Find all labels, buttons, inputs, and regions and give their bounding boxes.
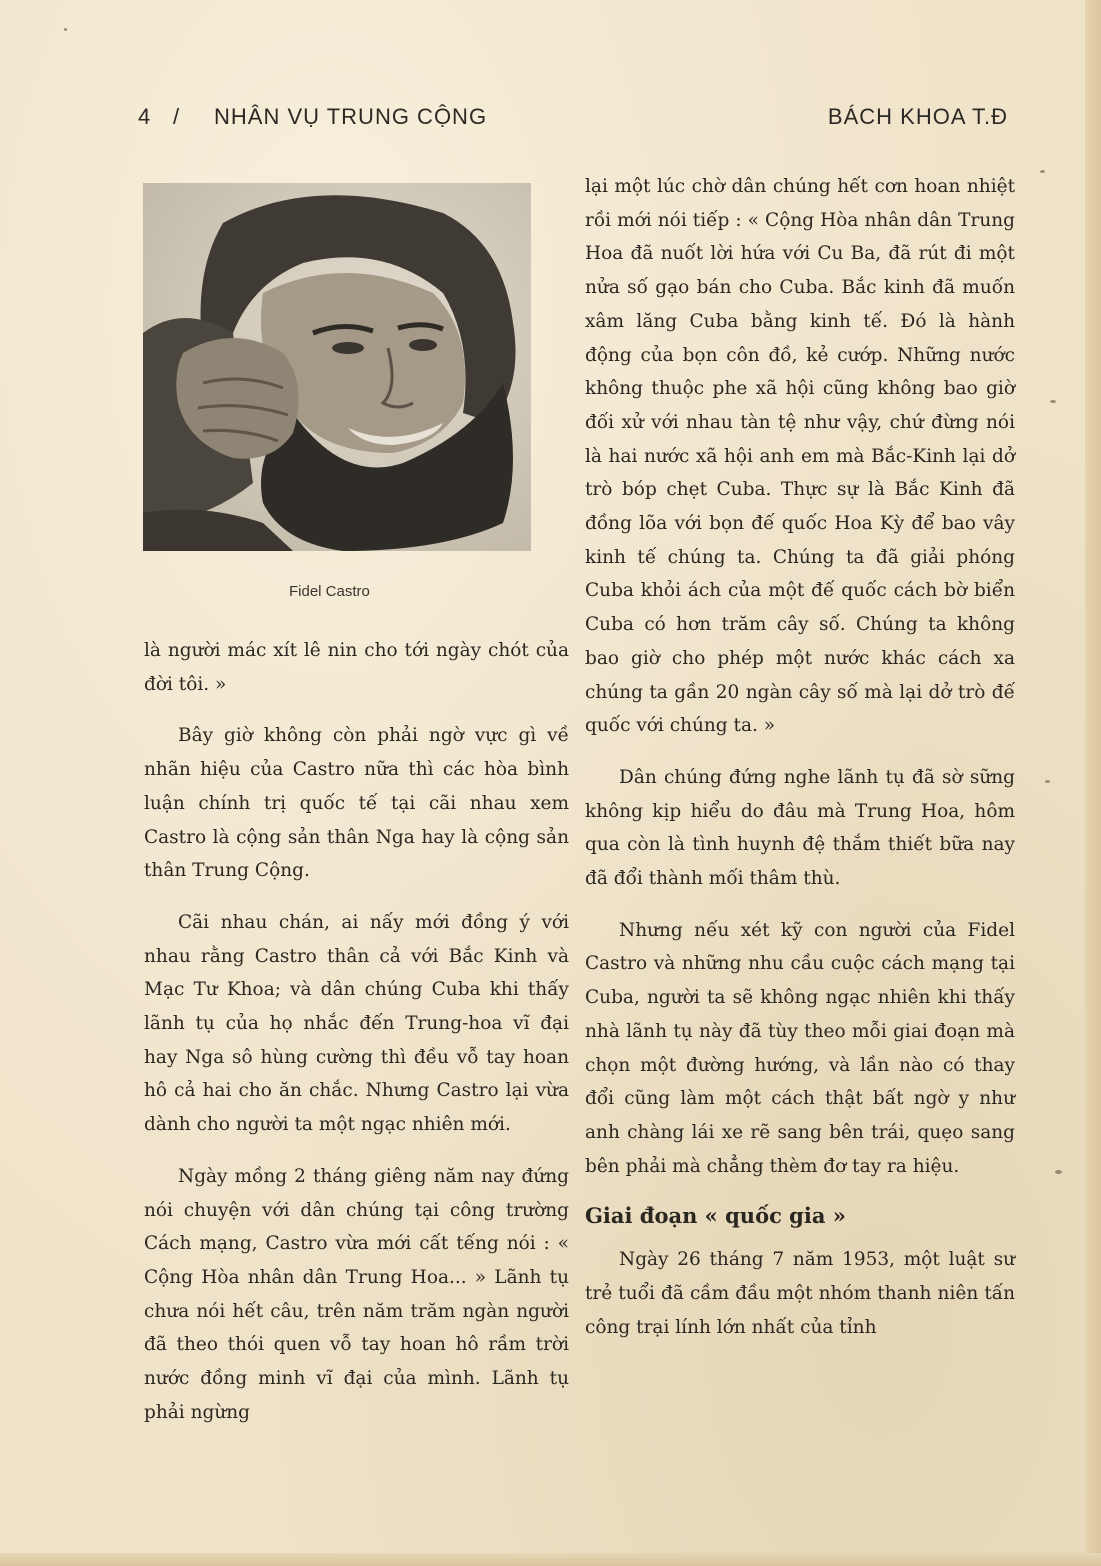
page-bottom-edge xyxy=(0,1553,1101,1566)
photo-caption: Fidel Castro xyxy=(289,583,370,600)
paragraph: Bây giờ không còn phải ngờ vực gì về nhãn hiệu của Castro nữa thì các hòa bình luận chính trị quốc tế tại cãi nhau xem Castro là cộng sản thân Nga hay là cộng sản thân Trung Cộng. xyxy=(144,725,569,882)
castro-portrait xyxy=(143,183,531,551)
paragraph: Ngày 26 tháng 7 năm 1953, một luật sư trẻ tuổi đã cầm đầu một nhóm thanh niên tấn công trại lính lớn nhất của tỉnh xyxy=(585,1249,1015,1338)
paper-speck xyxy=(1050,400,1056,403)
paper-speck xyxy=(1055,1170,1062,1174)
paragraph: lại một lúc chờ dân chúng hết cơn hoan nhiệt rồi mới nói tiếp : « Cộng Hòa nhân dân Trung Hoa đã nuốt lời hứa với Cu Ba, đã rút đi một nửa số gạo bán cho Cuba. Bắc kinh đã muốn xâm lăng Cuba bằng kinh tế. Đó là hành động của bọn côn đồ, kẻ cướp. Những nước không thuộc phe xã hội cũng không bao giờ đối xử với nhau tàn tệ như vậy, chứ đừng nói là hai nước xã hội anh em mà Bắc-Kinh lại dở trò bóp chẹt Cuba. Thực sự là Bắc Kinh đã đồng lõa với bọn đế quốc Hoa Kỳ để bao vây kinh tế chúng ta. Chúng ta đã giải phóng Cuba khỏi ách của một đế quốc cách bờ biển Cuba có hơn trăm cây số. Chúng ta không bao giờ cho phép một nước khác cách xa chúng ta gần 20 ngàn cây số mà lại dở trò đế quốc với chúng ta. » xyxy=(585,176,1015,737)
paragraph: là người mác xít lê nin cho tới ngày chót của đời tôi. » xyxy=(144,640,569,695)
paper-speck xyxy=(64,28,67,31)
section-subheading: Giai đoạn « quốc gia » xyxy=(585,1203,846,1229)
left-column xyxy=(144,634,569,1429)
paragraph: Nhưng nếu xét kỹ con người của Fidel Castro và những nhu cầu cuộc cách mạng tại Cuba, người ta sẽ không ngạc nhiên khi thấy nhà lãnh tụ này đã tùy theo mỗi giai đoạn mà chọn một đường hướng, và lần nào có thay đổi cũng làm một cách thật bất ngờ y như anh chàng lái xe rẽ sang bên trái, quẹo sang bên phải mà chẳng thèm đơ tay ra hiệu. xyxy=(585,919,1015,1177)
right-column xyxy=(585,170,1015,1345)
page-number: 4 xyxy=(138,104,152,129)
running-header xyxy=(138,104,1008,140)
paragraph: Dân chúng đứng nghe lãnh tụ đã sờ sững không kịp hiểu do đâu mà Trung Hoa, hôm qua còn là tình huynh đệ thắm thiết bữa nay đã đổi thành mối thâm thù. xyxy=(585,766,1015,890)
portrait-illustration xyxy=(143,183,531,551)
header-separator: / xyxy=(173,104,181,129)
magazine-title: BÁCH KHOA T.Đ xyxy=(827,104,1008,129)
paragraph: Ngày mồng 2 tháng giêng năm nay đứng nói chuyện với dân chúng tại công trường Cách mạng, Castro vừa mới cất tếng nói : « Cộng Hòa nhân dân Trung Hoa... » Lãnh tụ chưa nói hết câu, trên năm trăm ngàn người đã theo thói quen vỗ tay hoan hô rầm trời nước đồng minh vĩ đại của mình. Lãnh tụ phải ngừng xyxy=(144,1165,569,1423)
paper-speck xyxy=(1040,170,1045,173)
section-title: NHÂN VỤ TRUNG CỘNG xyxy=(214,104,488,129)
paragraph: Cãi nhau chán, ai nấy mới đồng ý với nhau rằng Castro thân cả với Bắc Kinh và Mạc Tư Khoa; và dân chúng Cuba khi thấy lãnh tụ của họ nhắc đến Trung-hoa vĩ đại hay Nga sô hùng cường thì đều vỗ tay hoan hô cả hai cho ăn chắc. Nhưng Castro lại vừa dành cho người ta một ngạc nhiên mới. xyxy=(144,911,569,1136)
page-fold-edge xyxy=(1085,0,1101,1566)
paper-speck xyxy=(1045,780,1050,783)
